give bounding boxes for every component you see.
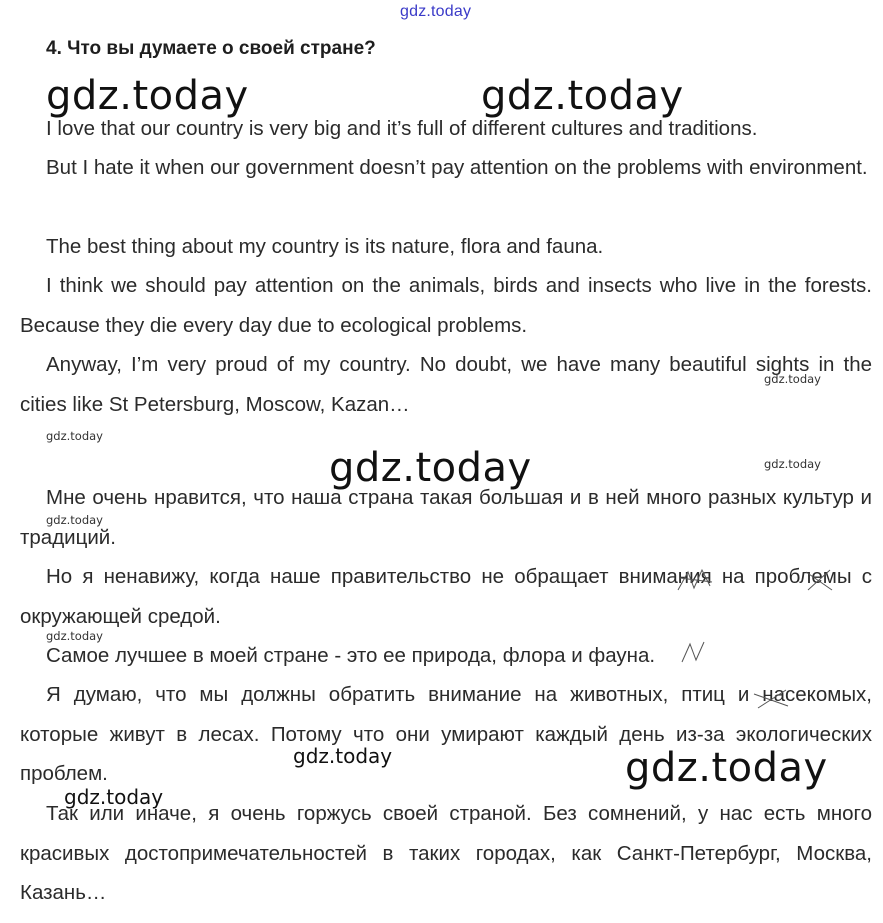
russian-paragraph-3: Самое лучшее в моей стране - это ее природа, флора и фауна.: [46, 644, 656, 667]
watermark-small: gdz.today: [764, 457, 821, 471]
watermark-small: gdz.today: [46, 629, 103, 643]
scribble-mark: [804, 566, 834, 596]
english-paragraph-1: I love that our country is very big and it’s full of different cultures and traditions.: [46, 117, 758, 140]
english-paragraph-4: I think we should pay attention on the animals, birds and insects who live in the forests. Because they die every day due to ecological problems.: [20, 274, 872, 337]
watermark-small: gdz.today: [764, 372, 821, 386]
russian-paragraph-2: Но я ненавижу, когда наше правительство не обращает внимания на проблемы с окружающей средой.: [20, 565, 872, 628]
watermark-small: gdz.today: [46, 513, 103, 527]
scribble-mark: [752, 684, 792, 714]
scribble-mark: [680, 640, 710, 666]
russian-paragraph-5: Так или иначе, я очень горжусь своей страной. Без сомнений, у нас есть много красивых достопримечательностей в таких городах, как Санкт-Петербург, Москва, Казань…: [20, 802, 872, 904]
exercise-heading: 4. Что вы думаете о своей стране?: [46, 38, 376, 59]
english-paragraph-5: Anyway, I’m very proud of my country. No doubt, we have many beautiful sights in the cities like St Petersburg, Moscow, Kazan…: [20, 353, 872, 416]
scribble-mark: [676, 566, 716, 596]
watermark-large: gdz.today: [46, 73, 249, 119]
russian-paragraph-4: Я думаю, что мы должны обратить внимание на животных, птиц и насекомых, которые живут в лесах. Потому что они умирают каждый день из-за экологических проблем.: [20, 683, 872, 785]
watermark-large: gdz.today: [481, 73, 684, 119]
watermark-medium: gdz.today: [293, 744, 393, 768]
watermark-large: gdz.today: [625, 745, 828, 791]
watermark-small: gdz.today: [46, 429, 103, 443]
top-watermark: gdz.today: [400, 3, 472, 20]
english-paragraph-2: But I hate it when our government doesn’t pay attention on the problems with environment.: [46, 156, 868, 179]
watermark-large: gdz.today: [329, 445, 532, 491]
watermark-medium: gdz.today: [64, 785, 164, 809]
english-paragraph-3: The best thing about my country is its nature, flora and fauna.: [46, 235, 604, 258]
russian-paragraph-1: Мне очень нравится, что наша страна такая большая и в ней много разных культур и традиций.: [20, 486, 872, 549]
